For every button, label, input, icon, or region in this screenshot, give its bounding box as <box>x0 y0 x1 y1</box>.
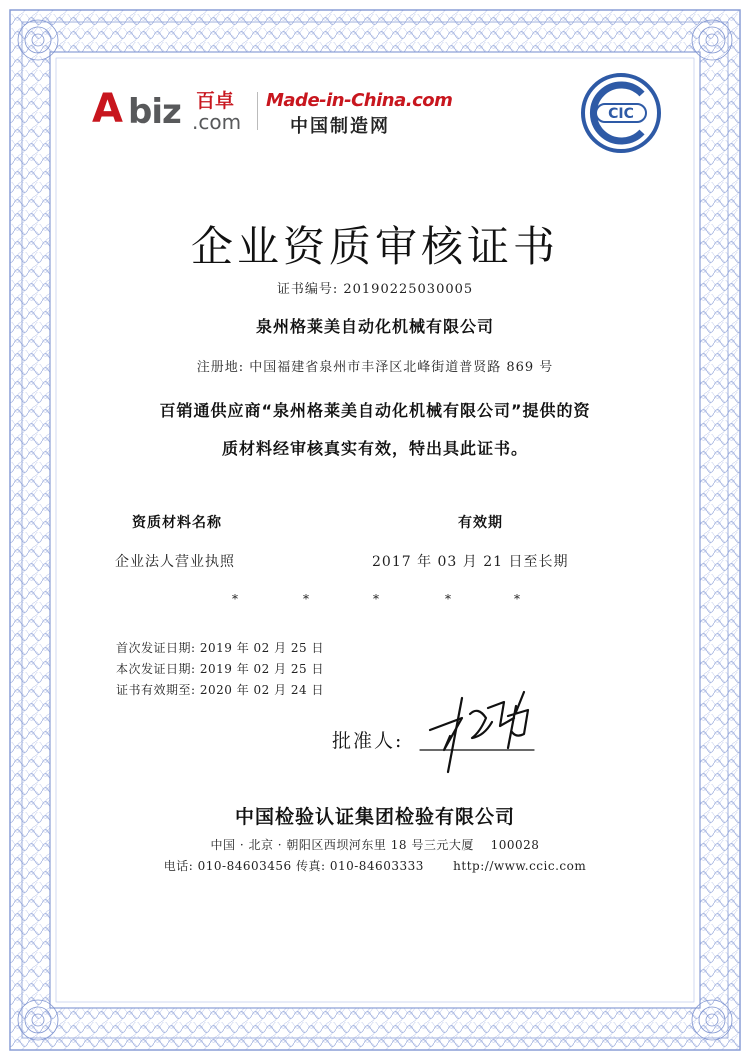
separator-star: * <box>373 592 379 606</box>
cic-logo <box>580 72 662 154</box>
certificate-number-value: 20190225030005 <box>343 282 474 297</box>
company-name: 泉州格莱美自动化机械有限公司 <box>255 317 494 336</box>
material-name: 企业法人营业执照 <box>115 554 235 570</box>
address-value: 中国福建省泉州市丰泽区北峰街道普贤路 869 号 <box>249 360 554 375</box>
address-label: 注册地: <box>196 360 245 375</box>
abiz-logo-letter: A <box>92 86 122 132</box>
issuer-address: 中国 · 北京 · 朝阳区西坝河东里 18 号三元大厦 100028 <box>210 838 540 852</box>
made-in-china-logo <box>266 90 453 137</box>
separator-star: * <box>232 592 238 606</box>
materials-header-name: 资质材料名称 <box>132 515 222 531</box>
issuer-contact: 电话: 010-84603456 传真: 010-84603333 http://www.ccic.com <box>163 859 587 873</box>
abiz-logo-cn: 百卓 <box>196 90 235 112</box>
issue-dates <box>116 638 324 701</box>
statement-line-1: 百销通供应商“泉州格莱美自动化机械有限公司”提供的资 <box>159 401 591 420</box>
valid-until-date: 证书有效期至: 2020 年 02 月 24 日 <box>116 683 325 697</box>
separator-star: * <box>514 592 520 606</box>
signature-image <box>404 678 554 778</box>
first-issue-date: 首次发证日期: 2019 年 02 月 25 日 <box>116 641 325 655</box>
separator-star: * <box>303 592 309 606</box>
separator-star: * <box>445 592 451 606</box>
mic-logo-en: Made-in-China.com <box>266 90 453 111</box>
mic-logo-cn: 中国制造网 <box>290 116 390 137</box>
certificate-number-label: 证书编号: <box>276 282 339 297</box>
abiz-logo-rest: biz <box>128 92 181 132</box>
abiz-logo-com: .com <box>192 110 242 134</box>
certificate-title: 企业资质审核证书 <box>190 222 559 271</box>
approver-label: 批准人: <box>332 730 404 752</box>
this-issue-date: 本次发证日期: 2019 年 02 月 25 日 <box>116 662 325 676</box>
materials-header-validity: 有效期 <box>458 515 503 531</box>
issuer-name: 中国检验认证集团检验有限公司 <box>234 806 515 828</box>
cic-logo-text: CIC <box>608 106 634 122</box>
abiz-logo <box>92 82 242 138</box>
certification-statement <box>110 392 640 468</box>
certificate-number <box>0 278 750 297</box>
registered-address <box>0 356 750 375</box>
logo-divider <box>257 92 258 130</box>
statement-line-2: 质材料经审核真实有效，特出具此证书。 <box>221 439 528 458</box>
material-validity: 2017 年 03 月 21 日至长期 <box>372 554 569 570</box>
